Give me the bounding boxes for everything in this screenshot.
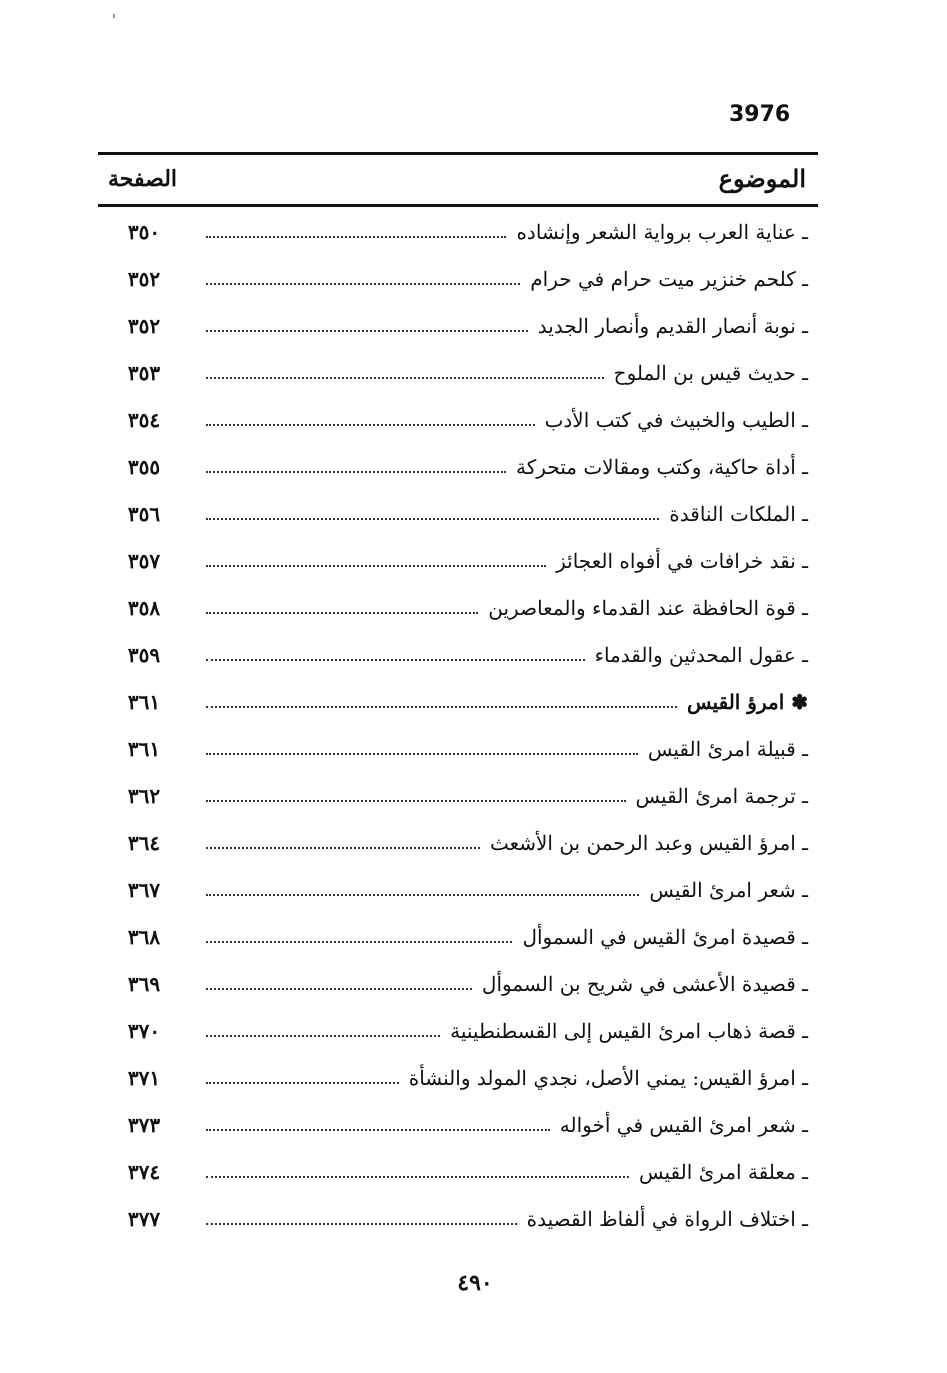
dot-leader [206,377,604,379]
table-of-contents [98,208,818,1242]
toc-entry-title: ـ شعر امرئ القيس [649,877,808,902]
top-rule [98,152,818,155]
toc-entry-title: ـ شعر امرئ القيس في أخواله [559,1112,808,1137]
toc-section-title: ✽ امرؤ القيس [687,689,808,714]
page-code: 3976 [729,102,791,127]
toc-row [98,1148,818,1195]
toc-row [98,819,818,866]
toc-row [98,1007,818,1054]
toc-entry-page: ٣٥٤ [127,407,161,432]
toc-entry-title: ـ قصيدة امرئ القيس في السموأل [522,924,808,949]
toc-row [98,349,818,396]
toc-row [98,396,818,443]
toc-entry-page: ٣٥٧ [127,548,161,573]
toc-entry-page: ٣٥٠ [127,219,161,244]
toc-entry-page: ٣٦٧ [127,877,161,902]
toc-entry-page: ٣٥٣ [127,360,161,385]
page-number: ٤٩٠ [457,1270,493,1296]
toc-entry-title: ـ قصيدة الأعشى في شريح بن السموأل [481,971,808,996]
dot-leader [206,1082,399,1084]
dot-leader [206,565,546,567]
toc-entry-title: ـ قبيلة امرئ القيس [647,736,808,761]
toc-entry-page: ٣٧٧ [127,1206,161,1231]
toc-row [98,584,818,631]
toc-row [98,1195,818,1242]
toc-row [98,772,818,819]
toc-entry-title: ـ نقد خرافات في أفواه العجائز [556,548,808,573]
toc-entry-page: ٣٥٢ [127,266,161,291]
dot-leader [206,753,638,755]
toc-row [98,631,818,678]
toc-row [98,960,818,1007]
dot-leader [206,424,535,426]
toc-entry-title: ـ عناية العرب برواية الشعر وإنشاده [516,219,808,244]
toc-entry-page: ٣٦٤ [127,830,161,855]
toc-row [98,678,818,725]
toc-entry-title: ـ عقول المحدثين والقدماء [594,642,808,667]
dot-leader [206,706,677,708]
toc-entry-title: ـ قصة ذهاب امرئ القيس إلى القسطنطينية [450,1018,808,1043]
toc-entry-page: ٣٥٩ [127,642,161,667]
toc-entry-title: ـ كلحم خنزير ميت حرام في حرام [530,266,808,291]
dot-leader [206,1176,629,1178]
toc-entry-page: ٣٦٨ [127,924,161,949]
toc-row [98,255,818,302]
dot-leader [206,283,520,285]
toc-header [98,160,818,200]
toc-entry-page: ٣٥٨ [127,595,161,620]
dot-leader [206,236,506,238]
toc-entry-page: ٣٦٢ [127,783,161,808]
toc-row [98,725,818,772]
dot-leader [206,941,512,943]
toc-row [98,302,818,349]
toc-row [98,866,818,913]
toc-entry-title: ـ اختلاف الرواة في ألفاظ القصيدة [526,1206,808,1231]
toc-row [98,537,818,584]
toc-row [98,1101,818,1148]
toc-row [98,490,818,537]
dot-leader [206,612,478,614]
toc-entry-page: ٣٧١ [127,1065,161,1090]
dot-leader [206,800,626,802]
topic-column-header: الموضوع [718,164,806,193]
dot-leader [206,330,528,332]
toc-entry-page: ٣٦٩ [127,971,161,996]
header-rule [98,204,818,207]
page-column-header: الصفحة [108,166,178,192]
dot-leader [206,518,659,520]
toc-entry-title: ـ ترجمة امرئ القيس [635,783,808,808]
toc-entry-page: ٣٥٥ [127,454,161,479]
dot-leader [206,471,506,473]
dot-leader [206,1129,550,1131]
toc-entry-page: ٣٦١ [127,736,161,761]
toc-entry-page: ٣٧٤ [127,1159,161,1184]
toc-row [98,913,818,960]
toc-entry-title: ـ أداة حاكية، وكتب ومقالات متحركة [516,454,808,479]
dot-leader [206,988,472,990]
toc-entry-title: ـ امرؤ القيس وعبد الرحمن بن الأشعث [489,830,808,855]
toc-entry-title: ـ نوبة أنصار القديم وأنصار الجديد [537,313,808,338]
toc-row [98,443,818,490]
toc-entry-title: ـ حديث قيس بن الملوح [613,360,808,385]
dot-leader [206,847,480,849]
toc-entry-title: ـ معلقة امرئ القيس [638,1159,808,1184]
toc-entry-title: ـ قوة الحافظة عند القدماء والمعاصرين [488,595,808,620]
scan-speck [113,14,115,18]
dot-leader [206,659,585,661]
dot-leader [206,1035,440,1037]
toc-entry-page: ٣٦١ [127,689,161,714]
toc-row [98,1054,818,1101]
dot-leader [206,1223,517,1225]
toc-entry-title: ـ الملكات الناقدة [669,501,808,526]
toc-entry-page: ٣٧٣ [127,1112,161,1137]
toc-entry-page: ٣٥٦ [127,501,161,526]
toc-entry-page: ٣٧٠ [127,1018,161,1043]
toc-entry-title: ـ امرؤ القيس: يمني الأصل، نجدي المولد والنشأة [408,1065,808,1090]
toc-row [98,208,818,255]
toc-entry-page: ٣٥٢ [127,313,161,338]
dot-leader [206,894,639,896]
toc-entry-title: ـ الطيب والخبيث في كتب الأدب [544,407,808,432]
